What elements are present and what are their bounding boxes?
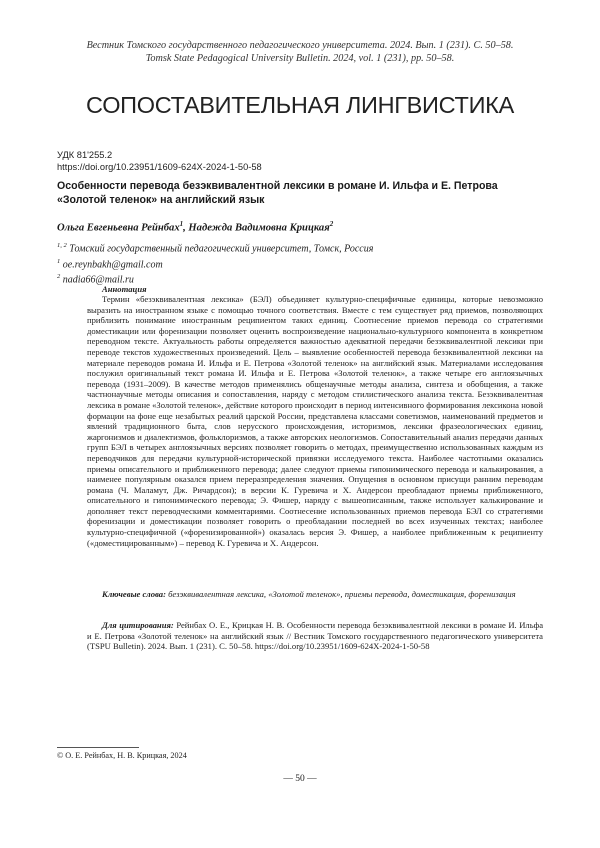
citation-label: Для цитирования: — [102, 620, 174, 630]
keywords — [87, 589, 543, 600]
email-link[interactable]: nadia66@mail.ru — [62, 274, 134, 286]
affiliation-mark: 1 — [57, 257, 61, 265]
keywords-label: Ключевые слова: — [102, 589, 166, 599]
citation — [87, 620, 543, 652]
affiliations — [57, 240, 373, 287]
journal-header — [60, 40, 540, 65]
authors-line — [57, 220, 333, 234]
section-title: СОПОСТАВИТЕЛЬНАЯ ЛИНГВИСТИКА — [86, 92, 514, 118]
affiliation-mark: 2 — [57, 273, 61, 281]
author-affiliation-mark: 1 — [179, 220, 184, 228]
citation-text: Рейнбах О. Е., Крицкая Н. В. Особенности перевода безэквивалентной лексики в романе И. Ильфа и Е. Петрова «Золотой теленок» на английский язык // Вестник Томского государственного педагогического университета (TSPU Bulletin). 2024. Вып. 1 (231). С. 50–58. https://doi.org/10.23951/1609-624X-2024-1-50-58 — [87, 620, 544, 652]
doi-link[interactable]: https://doi.org/10.23951/1609-624X-2024-1-50-58 — [57, 161, 262, 172]
udc-code: УДК 81'255.2 — [57, 150, 113, 160]
article-identifiers — [57, 150, 262, 173]
page-number: — 50 — — [283, 774, 317, 784]
author-name: Ольга Евгеньевна Рейнбах — [57, 222, 180, 234]
copyright-notice: © О. Е. Рейнбах, Н. В. Крицкая, 2024 — [57, 751, 187, 760]
affiliation-mark: 1, 2 — [57, 242, 67, 249]
affiliation-email — [57, 256, 373, 272]
author-name: Надежда Вадимовна Крицкая — [188, 222, 330, 234]
abstract-text: Термин «безэквивалентная лексика» (БЭЛ) объединяет культурно-специфичные единицы, которые невозможно выразить на иностранном языке с помощью точного соответствия. Вместе с тем существует ряд приемов, позволяющих приблизить понимание иностранным реципиентом таких единиц. Соотнесение приемов перевода со стратегиями доместикации или форенизации позволяет оценить воспроизведение национально-культурного компонента в конкретном переводном тексте. Актуальность работы определяется важностью адекватной передачи безэквивалентной лексики при переводе текстов художественных произведений. Цель – выявление особенностей перевода безэквивалентной лексики на материале переводов романа И. Ильфа и Е. Петрова «Золотой теленок» на английский язык. Материалами исследования послужил оригинальный текст романа И. Ильфа и Е. Петрова «Золотой теленок», а также четыре его англоязычных перевода (1931–2009). В качестве методов применялись общенаучные методы анализа, синтеза и обобщения, а также частнонаучные методы описания и сопоставления, наряду с методом стилистического анализа текста. Безэквивалентная лексика в романе «Золотой теленок», действие которого происходит в период интенсивного формирования лексикона новой формации на фоне еще незабытых реалий царской России, представлена классами советизмов, наименований предметов и явлений традиционного быта, слов нерусского происхождения, историзмов, лексики фразеологических единиц, жаргонизмов и диалектизмов, фольклоризмов, а также авторских неологизмов. Сопоставительный анализ передачи данных групп БЭЛ в четырех англоязычных версиях позволяет говорить о методах, преимущественно использованных каждым из переводчиков для передачи культурной-исторической привязки исследуемого текста. Наиболее частотными оказались приемы описательного и приближенного перевода; далее следуют приемы гипонимического перевода и калькирования, а наименее популярным оказался прием переразпределения значения. Опущения в основном присущи ранним переводам романа (Ч. Маламут, Дж. Ричардсон); в версии К. Гуревича и Х. Андерсон преобладают приемы приближенного, описательного и гипонимического перевода; Э. Фишер, наряду с вышеописанным, также использует калькирование и дополняет текст переводческими комментариями. Соотнесение использованных приемов перевода БЭЛ со стратегиями форенизации и доместикации позволяет говорить о преобладании последней во всех изученных текстах; наиболее культурно-специфичной («форенизированной») оказалась версия Э. Фишер, а наиболее приближенным к реципиенту («доместицированным») – перевод К. Гуревича и Х. Андерсон. — [87, 294, 543, 548]
organization-name: Томский государственный педагогический университет, Томск, Россия — [69, 243, 374, 255]
article-title: Особенности перевода безэквивалентной лексики в романе И. Ильфа и Е. Петрова «Золотой теленок» на английский язык — [57, 180, 498, 206]
journal-citation-ru: Вестник Томского государственного педагогического университета. 2024. Вып. 1 (231). С. 50–58. — [86, 40, 514, 51]
keywords-text: безэквивалентная лексика, «Золотой теленок», приемы перевода, доместикация, форенизация — [168, 589, 516, 599]
footnote-divider — [57, 747, 139, 748]
abstract-heading: Аннотация — [102, 284, 147, 294]
author-separator: , — [183, 222, 189, 234]
affiliation-organization — [57, 240, 373, 256]
email-link[interactable]: oe.reynbakh@gmail.com — [62, 258, 163, 270]
journal-citation-en: Tomsk State Pedagogical University Bulletin. 2024, vol. 1 (231), pp. 50–58. — [145, 52, 455, 64]
author-affiliation-mark: 2 — [329, 220, 334, 228]
